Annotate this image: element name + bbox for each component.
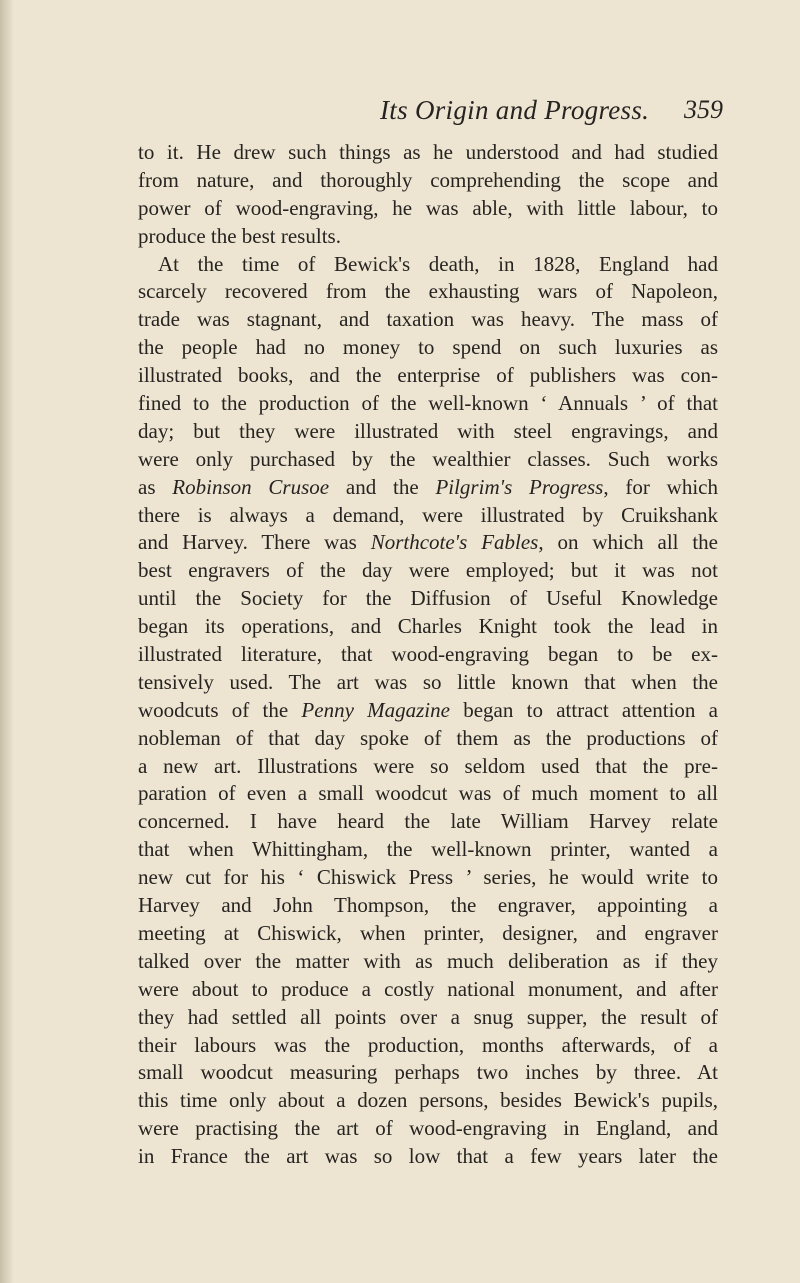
text-line: until the Society for the Diffusion of Useful Knowledge (138, 586, 718, 611)
text-line: scarcely recovered from the exhausting wars of Napoleon, (138, 279, 718, 304)
text-line: illustrated literature, that wood-engraving began to be ex- (138, 642, 718, 667)
text-line: as Robinson Crusoe and the Pilgrim's Progress, for which (138, 474, 718, 499)
text-line: day; but they were illustrated with steel engravings, and (138, 418, 718, 443)
page-gutter-shadow (0, 0, 14, 1283)
text-line: began its operations, and Charles Knight took the lead in (138, 614, 718, 639)
text-line: there is always a demand, were illustrated by Cruikshank (138, 502, 718, 527)
text-line: their labours was the production, months afterwards, of a (138, 1032, 718, 1057)
text-line: power of wood-engraving, he was able, with little labour, to (138, 195, 718, 220)
text-line: a new art. Illustrations were so seldom used that the pre- (138, 753, 718, 778)
text-line: paration of even a small woodcut was of much moment to all (138, 781, 718, 806)
text-line: and Harvey. There was Northcote's Fables, on which all the (138, 530, 719, 555)
running-head (0, 95, 800, 131)
text-line: that when Whittingham, the well-known printer, wanted a (138, 837, 718, 862)
text-line: produce the best results. (138, 223, 341, 248)
text-line: Harvey and John Thompson, the engraver, appointing a (138, 893, 718, 918)
text-line: in France the art was so low that a few years later the (138, 1144, 718, 1169)
text-line: woodcuts of the Penny Magazine began to attract attention a (138, 697, 718, 722)
text-line: meeting at Chiswick, when printer, designer, and engraver (138, 920, 718, 945)
text-line: were practising the art of wood-engraving in England, and (138, 1116, 718, 1141)
text-line: fined to the production of the well-known ‘ Annuals ’ of that (138, 391, 718, 416)
text-line: from nature, and thoroughly comprehending the scope and (138, 167, 718, 192)
text-line: tensively used. The art was so little known that when the (138, 669, 718, 694)
running-title: Its Origin and Progress. (380, 95, 650, 125)
page-number: 359 (684, 95, 723, 124)
text-line: were only purchased by the wealthier classes. Such works (138, 446, 718, 471)
text-line: best engravers of the day were employed; but it was not (138, 558, 718, 583)
text-line: to it. He drew such things as he understood and had studied (138, 140, 718, 164)
text-line: small woodcut measuring perhaps two inches by three. At (138, 1060, 718, 1085)
text-line: they had settled all points over a snug supper, the result of (138, 1004, 718, 1029)
text-line: were about to produce a costly national monument, and after (138, 976, 718, 1001)
body-text (138, 139, 718, 1171)
text-line: the people had no money to spend on such luxuries as (138, 335, 718, 360)
text-line: trade was stagnant, and taxation was heavy. The mass of (138, 307, 718, 332)
text-line: this time only about a dozen persons, besides Bewick's pupils, (138, 1088, 718, 1113)
text-line: illustrated books, and the enterprise of publishers was con- (138, 363, 718, 388)
text-line: nobleman of that day spoke of them as the productions of (138, 725, 718, 750)
text-line: concerned. I have heard the late William Harvey relate (138, 809, 718, 834)
text-line: new cut for his ‘ Chiswick Press ’ series, he would write to (138, 865, 718, 890)
text-line: At the time of Bewick's death, in 1828, England had (158, 251, 718, 276)
text-line: talked over the matter with as much deliberation as if they (138, 948, 718, 973)
